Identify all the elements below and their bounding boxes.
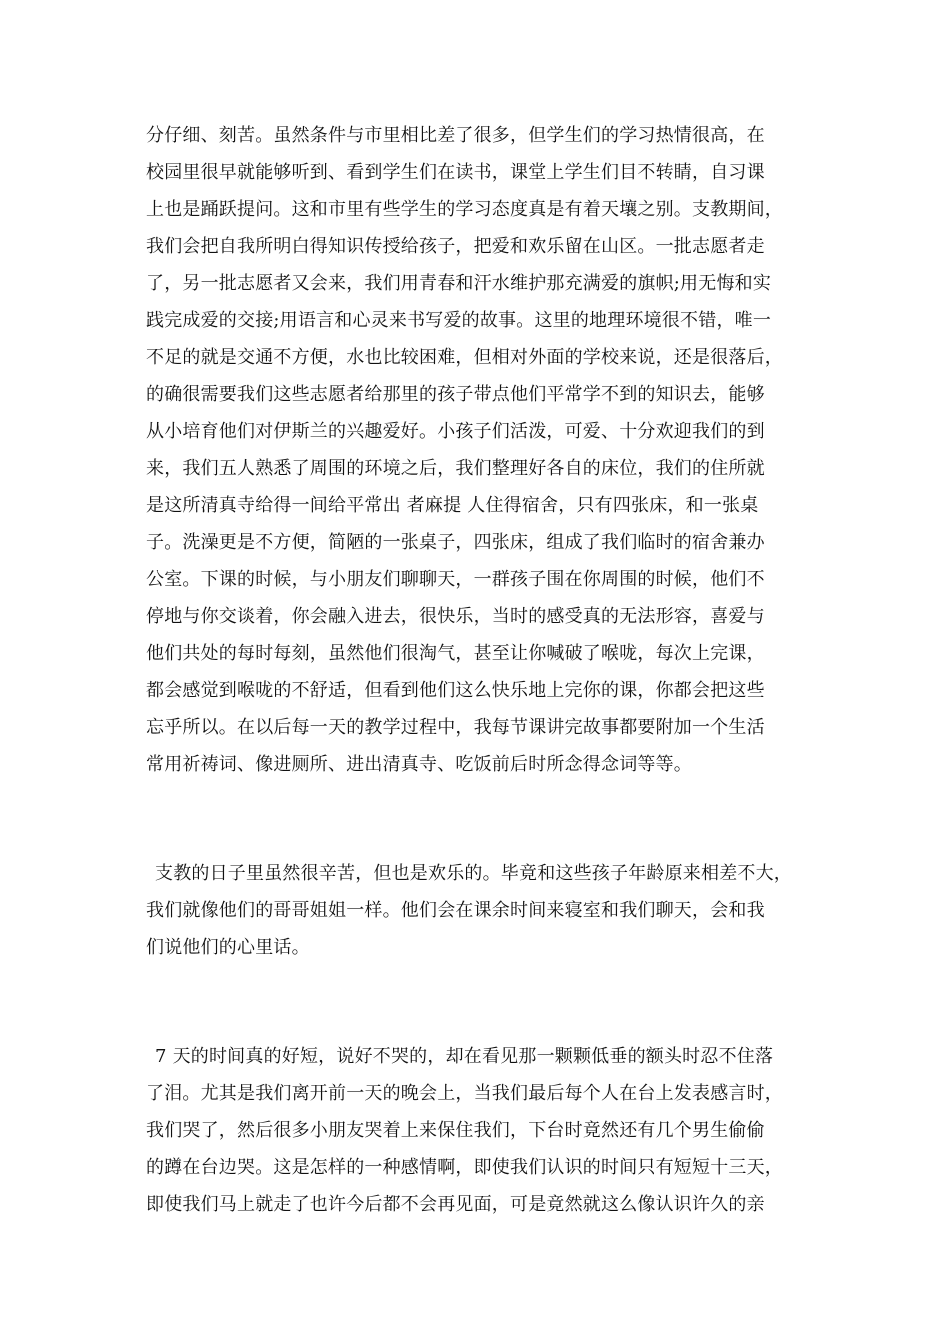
text-line: 他们共处的每时每刻，虽然他们很淘气，甚至让你喊破了喉咙，每次上完课， [146, 643, 765, 664]
text-line: 分仔细、刻苦。虽然条件与市里相比差了很多，但学生们的学习热情很高，在 [146, 125, 765, 146]
text-line: 我们哭了，然后很多小朋友哭着上来保住我们，下台时竟然还有几个男生偷偷 [146, 1120, 765, 1141]
text-line: 的确很需要我们这些志愿者给那里的孩子带点他们平常学不到的知识去，能够 [146, 384, 765, 405]
text-line: 的蹲在台边哭。这是怎样的一种感情啊，即使我们认识的时间只有短短十三天， [146, 1157, 783, 1178]
text-line: 我们就像他们的哥哥姐姐一样。他们会在课余时间来寝室和我们聊天，会和我 [146, 900, 765, 921]
text-line: 常用祈祷词、像进厕所、进出清真寺、吃饭前后时所念得念词等等。 [146, 754, 692, 775]
text-line: 校园里很早就能够听到、看到学生们在读书，课堂上学生们目不转睛，自习课 [146, 162, 765, 183]
text-line: 们说他们的心里话。 [146, 937, 310, 958]
text-line: 来，我们五人熟悉了周围的环境之后，我们整理好各自的床位，我们的住所就 [146, 458, 765, 479]
text-line: 忘乎所以。在以后每一天的教学过程中，我每节课讲完故事都要附加一个生活 [146, 717, 765, 738]
text-line: 我们会把自我所明白得知识传授给孩子，把爱和欢乐留在山区。一批志愿者走 [146, 236, 765, 257]
text-line: 了，另一批志愿者又会来，我们用青春和汗水维护那充满爱的旗帜;用无悔和实 [146, 273, 772, 294]
text-line: 都会感觉到喉咙的不舒适，但看到他们这么快乐地上完你的课，你都会把这些 [146, 680, 765, 701]
text-line: 从小培育他们对伊斯兰的兴趣爱好。小孩子们活泼，可爱、十分欢迎我们的到 [146, 421, 765, 442]
text-line: 7 天的时间真的好短，说好不哭的，却在看见那一颗颗低垂的额头时忍不住落 [155, 1046, 774, 1067]
text-line: 是这所清真寺给得一间给平常出 者麻提 人住得宿舍，只有四张床，和一张桌 [146, 495, 759, 516]
text-line: 子。洗澡更是不方便，简陋的一张桌子，四张床，组成了我们临时的宿舍兼办 [146, 532, 765, 553]
text-line: 了泪。尤其是我们离开前一天的晚会上，当我们最后每个人在台上发表感言时， [146, 1083, 783, 1104]
text-line: 支教的日子里虽然很辛苦，但也是欢乐的。毕竟和这些孩子年龄原来相差不大， [155, 863, 792, 884]
text-line: 践完成爱的交接;用语言和心灵来书写爱的故事。这里的地理环境很不错，唯一 [146, 310, 772, 331]
text-line: 停地与你交谈着，你会融入进去，很快乐，当时的感受真的无法形容，喜爱与 [146, 606, 765, 627]
text-line: 上也是踊跃提问。这和市里有些学生的学习态度真是有着天壤之别。支教期间， [146, 199, 783, 220]
text-line: 即使我们马上就走了也许今后都不会再见面，可是竟然就这么像认识许久的亲 [146, 1194, 765, 1215]
text-line: 公室。下课的时候，与小朋友们聊聊天，一群孩子围在你周围的时候，他们不 [146, 569, 765, 590]
text-line: 不足的就是交通不方便，水也比较困难，但相对外面的学校来说，还是很落后， [146, 347, 783, 368]
